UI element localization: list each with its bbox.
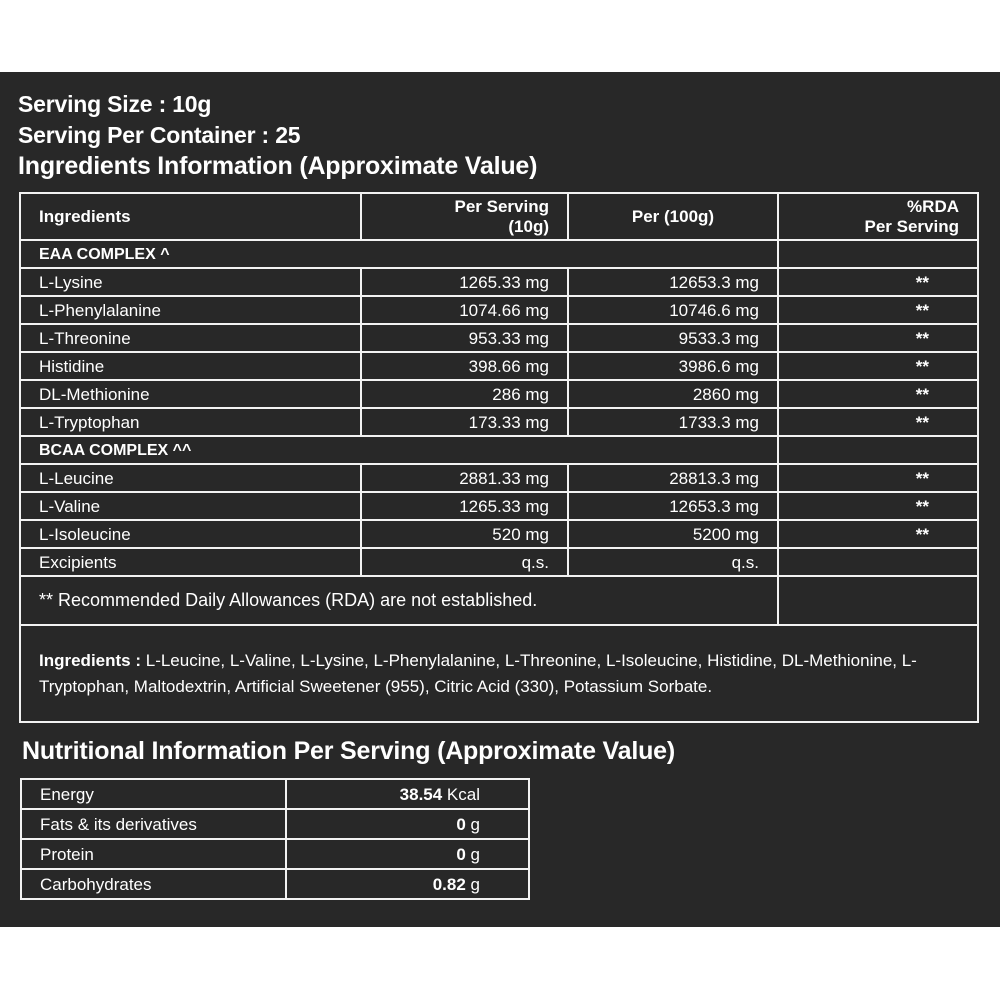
rda-value: ** xyxy=(778,268,978,296)
nutrition-row xyxy=(21,869,529,899)
per-serving-value: 286 mg xyxy=(361,380,568,408)
per-100g-value: 2860 mg xyxy=(568,380,778,408)
table-row xyxy=(20,380,978,408)
ingredient-name: L-Valine xyxy=(20,492,361,520)
rda-value: ** xyxy=(778,520,978,548)
per-serving-value: 1074.66 mg xyxy=(361,296,568,324)
nutrient-amount: 0 xyxy=(456,844,466,864)
per-100g-value: 28813.3 mg xyxy=(568,464,778,492)
table-row xyxy=(20,408,978,436)
per-serving-value: 398.66 mg xyxy=(361,352,568,380)
per-serving-value: 953.33 mg xyxy=(361,324,568,352)
col-ingredients: Ingredients xyxy=(20,193,361,240)
rda-value xyxy=(778,548,978,576)
nutrient-unit: Kcal xyxy=(442,784,480,804)
table-row xyxy=(20,268,978,296)
per-100g-value: 1733.3 mg xyxy=(568,408,778,436)
ingredient-name: Excipients xyxy=(20,548,361,576)
nutrient-value xyxy=(286,869,529,899)
nutrient-unit: g xyxy=(465,874,480,894)
rda-value: ** xyxy=(778,352,978,380)
per-100g-value: 12653.3 mg xyxy=(568,268,778,296)
nutrient-name: Carbohydrates xyxy=(21,869,286,899)
nutrient-name: Protein xyxy=(21,839,286,869)
ingredient-name: L-Threonine xyxy=(20,324,361,352)
nutrient-name: Energy xyxy=(21,779,286,809)
table-row xyxy=(20,324,978,352)
per-100g-value: 12653.3 mg xyxy=(568,492,778,520)
nutrient-amount: 38.54 xyxy=(399,784,443,804)
per-serving-value: 2881.33 mg xyxy=(361,464,568,492)
serving-size: Serving Size : 10g xyxy=(18,91,212,117)
table-row xyxy=(20,352,978,380)
group-name: EAA COMPLEX ^ xyxy=(20,240,778,268)
nutrient-value xyxy=(286,809,529,839)
table-row xyxy=(20,492,978,520)
per-serving-value: 1265.33 mg xyxy=(361,492,568,520)
col-per-100g: Per (100g) xyxy=(568,193,778,240)
table-group-row xyxy=(20,436,978,464)
ingredient-name: L-Isoleucine xyxy=(20,520,361,548)
nutrition-row xyxy=(21,839,529,869)
per-100g-value: 9533.3 mg xyxy=(568,324,778,352)
servings-per-container: Serving Per Container : 25 xyxy=(18,122,301,148)
nutrition-row xyxy=(21,779,529,809)
table-row xyxy=(20,296,978,324)
group-name: BCAA COMPLEX ^^ xyxy=(20,436,778,464)
per-100g-value: 10746.6 mg xyxy=(568,296,778,324)
ingredient-name: L-Lysine xyxy=(20,268,361,296)
ingredient-name: DL-Methionine xyxy=(20,380,361,408)
ingredient-name: L-Tryptophan xyxy=(20,408,361,436)
nutrient-amount: 0.82 xyxy=(432,874,466,894)
per-100g-value: 3986.6 mg xyxy=(568,352,778,380)
nutrient-unit: g xyxy=(465,814,480,834)
ingredients-list xyxy=(20,625,978,722)
per-serving-value: q.s. xyxy=(361,548,568,576)
nutrition-table xyxy=(20,778,530,900)
ingredient-name: L-Phenylalanine xyxy=(20,296,361,324)
col-per-serving: Per Serving (10g) xyxy=(361,193,568,240)
nutrition-title: Nutritional Information Per Serving (Approximate Value) xyxy=(22,737,675,765)
label-panel xyxy=(0,72,1000,927)
ingredients-list-row xyxy=(20,625,978,722)
rda-value: ** xyxy=(778,296,978,324)
ingredients-label: Ingredients : xyxy=(39,650,142,670)
rda-note-row xyxy=(20,576,978,625)
ingredient-name: Histidine xyxy=(20,352,361,380)
table-group-row xyxy=(20,240,978,268)
ingredient-name: L-Leucine xyxy=(20,464,361,492)
col-rda: %RDA Per Serving xyxy=(778,193,978,240)
ingredients-table xyxy=(19,192,979,723)
table-row-excipients xyxy=(20,548,978,576)
nutrient-value xyxy=(286,779,529,809)
rda-value: ** xyxy=(778,464,978,492)
rda-value: ** xyxy=(778,324,978,352)
table-header-row xyxy=(20,193,978,240)
per-100g-value: q.s. xyxy=(568,548,778,576)
nutrient-amount: 0 xyxy=(456,814,466,834)
rda-value: ** xyxy=(778,380,978,408)
nutrient-name: Fats & its derivatives xyxy=(21,809,286,839)
per-serving-value: 173.33 mg xyxy=(361,408,568,436)
nutrition-row xyxy=(21,809,529,839)
ingredients-title: Ingredients Information (Approximate Value) xyxy=(18,152,538,180)
nutrient-unit: g xyxy=(465,844,480,864)
per-100g-value: 5200 mg xyxy=(568,520,778,548)
table-row xyxy=(20,520,978,548)
table-row xyxy=(20,464,978,492)
rda-value: ** xyxy=(778,492,978,520)
nutrient-value xyxy=(286,839,529,869)
rda-value: ** xyxy=(778,408,978,436)
rda-note: ** Recommended Daily Allowances (RDA) are not established. xyxy=(20,576,778,625)
per-serving-value: 1265.33 mg xyxy=(361,268,568,296)
per-serving-value: 520 mg xyxy=(361,520,568,548)
ingredients-text: L-Leucine, L-Valine, L-Lysine, L-Phenylalanine, L-Threonine, L-Isoleucine, Histidine, DL-Methionine, L-Tryptophan, Maltodextrin, Artificial Sweetener (955), Citric Acid (330), Potassium Sorbate. xyxy=(39,650,917,696)
